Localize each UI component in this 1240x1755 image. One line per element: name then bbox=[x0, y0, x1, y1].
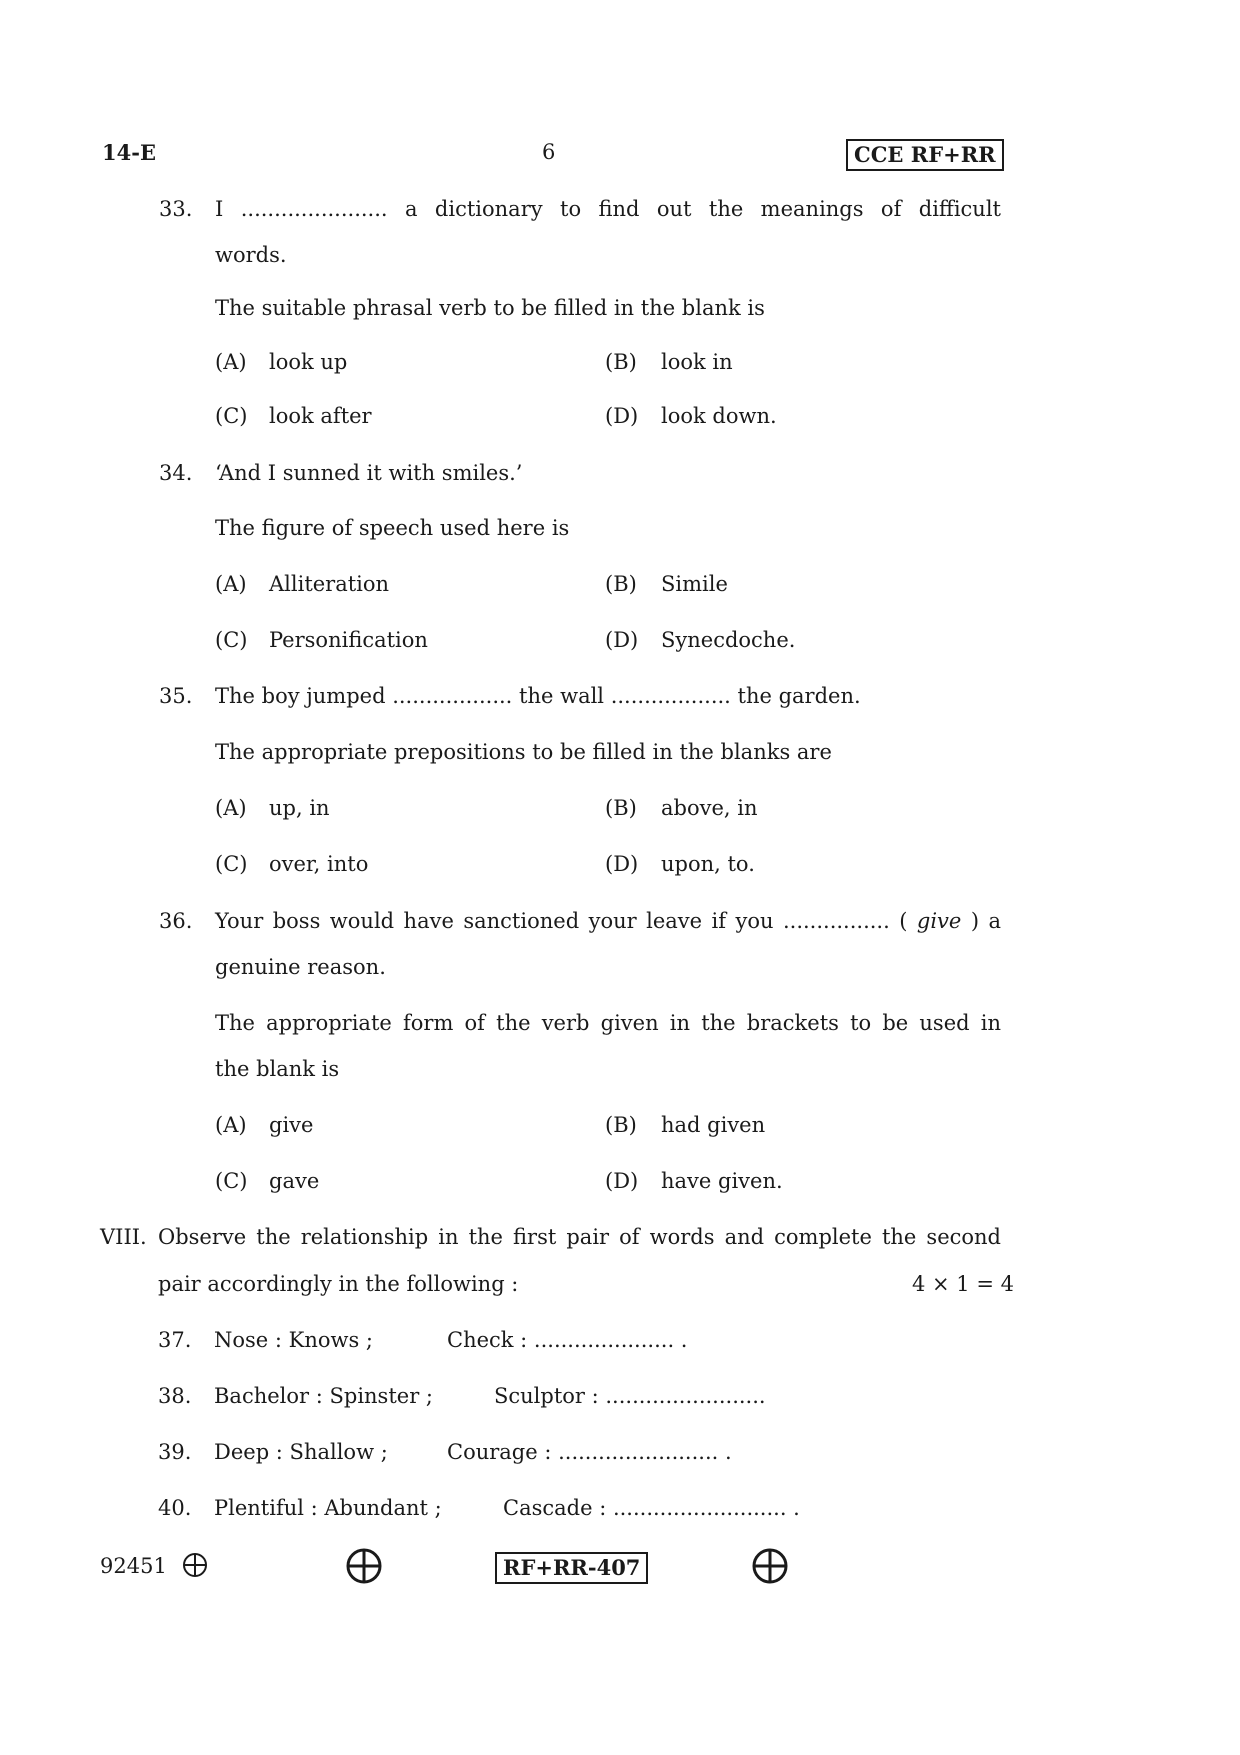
question-text: ) a bbox=[970, 909, 1001, 933]
question-text: a dictionary to find out the meanings of difficult bbox=[405, 197, 1001, 221]
question-text: words. bbox=[215, 243, 287, 267]
option-a: give bbox=[269, 1113, 314, 1137]
registration-mark-icon bbox=[752, 1548, 788, 1584]
section-number: VIII. bbox=[100, 1225, 147, 1249]
registration-mark-icon bbox=[182, 1552, 208, 1578]
word-pair: Plentiful : Abundant ; bbox=[214, 1496, 442, 1520]
option-b: above, in bbox=[661, 796, 758, 820]
option-c-key: (C) bbox=[215, 404, 248, 428]
word-target: Courage : ........................ . bbox=[447, 1440, 732, 1464]
option-c-key: (C) bbox=[215, 852, 248, 876]
question-number: 36. bbox=[159, 909, 193, 933]
option-b-key: (B) bbox=[605, 1113, 637, 1137]
registration-mark-icon bbox=[346, 1548, 382, 1584]
question-text-line bbox=[215, 197, 1001, 221]
option-d: Synecdoche. bbox=[661, 628, 796, 652]
section-instruction: pair accordingly in the following : bbox=[158, 1272, 519, 1296]
option-a-key: (A) bbox=[215, 572, 247, 596]
series-badge: CCE RF+RR bbox=[846, 139, 1004, 171]
footer-code-badge: RF+RR-407 bbox=[495, 1552, 648, 1584]
section-instruction: Observe the relationship in the first pair of words and complete the second bbox=[158, 1225, 1001, 1249]
option-c-key: (C) bbox=[215, 628, 248, 652]
question-quote: ‘And I sunned it with smiles.’ bbox=[215, 461, 523, 485]
word-target: Sculptor : ........................ bbox=[494, 1384, 766, 1408]
word-target: Cascade : .......................... . bbox=[503, 1496, 800, 1520]
option-b-key: (B) bbox=[605, 572, 637, 596]
question-text-line bbox=[215, 909, 1001, 933]
question-prompt: the blank is bbox=[215, 1057, 340, 1081]
option-c-key: (C) bbox=[215, 1169, 248, 1193]
option-a-key: (A) bbox=[215, 1113, 247, 1137]
option-a-key: (A) bbox=[215, 796, 247, 820]
question-prompt: The suitable phrasal verb to be filled in the blank is bbox=[215, 296, 765, 320]
question-number: 33. bbox=[159, 197, 193, 221]
option-a-key: (A) bbox=[215, 350, 247, 374]
option-b: Simile bbox=[661, 572, 728, 596]
option-b-key: (B) bbox=[605, 796, 637, 820]
option-d-key: (D) bbox=[605, 404, 639, 428]
question-text: The boy jumped .................. the wall .................. the garden. bbox=[215, 684, 861, 708]
word-target: Check : ..................... . bbox=[447, 1328, 688, 1352]
paper-code: 14-E bbox=[102, 140, 156, 165]
page-number: 6 bbox=[542, 140, 556, 164]
question-number: 35. bbox=[159, 684, 193, 708]
question-number: 34. bbox=[159, 461, 193, 485]
option-d: look down. bbox=[661, 404, 777, 428]
item-number: 40. bbox=[158, 1496, 192, 1520]
blank: ...................... bbox=[240, 197, 388, 221]
option-a: Alliteration bbox=[269, 572, 390, 596]
word-pair: Nose : Knows ; bbox=[214, 1328, 374, 1352]
question-prompt: The appropriate prepositions to be filled in the blanks are bbox=[215, 740, 832, 764]
item-number: 39. bbox=[158, 1440, 192, 1464]
item-number: 37. bbox=[158, 1328, 192, 1352]
question-prompt: The figure of speech used here is bbox=[215, 516, 570, 540]
option-d: upon, to. bbox=[661, 852, 755, 876]
option-b-key: (B) bbox=[605, 350, 637, 374]
option-c: look after bbox=[269, 404, 372, 428]
option-d-key: (D) bbox=[605, 628, 639, 652]
marks-allocation: 4 × 1 = 4 bbox=[912, 1272, 1014, 1296]
option-a: look up bbox=[269, 350, 348, 374]
word-pair: Bachelor : Spinster ; bbox=[214, 1384, 433, 1408]
option-a: up, in bbox=[269, 796, 330, 820]
question-text: I bbox=[215, 197, 224, 221]
option-b: look in bbox=[661, 350, 733, 374]
option-c: Personification bbox=[269, 628, 428, 652]
question-text: genuine reason. bbox=[215, 955, 386, 979]
serial-number: 92451 bbox=[100, 1554, 167, 1578]
option-b: had given bbox=[661, 1113, 766, 1137]
word-pair: Deep : Shallow ; bbox=[214, 1440, 388, 1464]
option-d-key: (D) bbox=[605, 1169, 639, 1193]
option-d-key: (D) bbox=[605, 852, 639, 876]
item-number: 38. bbox=[158, 1384, 192, 1408]
question-text: Your boss would have sanctioned your leave if you ................ ( bbox=[215, 909, 908, 933]
option-c: over, into bbox=[269, 852, 369, 876]
option-c: gave bbox=[269, 1169, 320, 1193]
question-prompt: The appropriate form of the verb given in the brackets to be used in bbox=[215, 1011, 1001, 1035]
option-d: have given. bbox=[661, 1169, 783, 1193]
verb-in-brackets: give bbox=[916, 909, 962, 933]
